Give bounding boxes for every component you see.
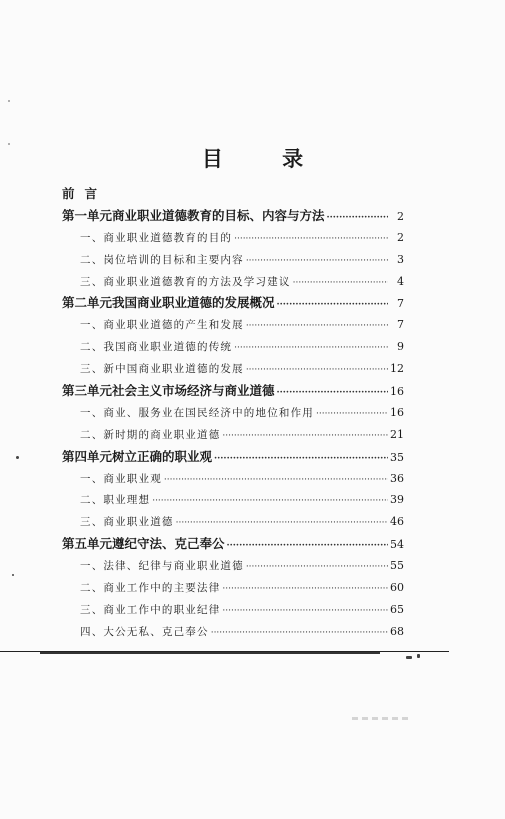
toc-page-number: 4 — [397, 274, 404, 288]
toc-item[interactable] — [62, 314, 404, 336]
toc-page-number: 54 — [390, 538, 404, 552]
toc-unit-title: 树立正确的职业观 — [112, 448, 213, 464]
toc-unit-1[interactable] — [62, 205, 404, 227]
scan-faint-marks — [352, 717, 410, 720]
toc-unit-4[interactable] — [62, 446, 404, 468]
toc-item[interactable] — [62, 577, 404, 599]
toc-item-title: 四、大公无私、克己奉公 — [80, 625, 209, 638]
toc-page-number: 39 — [390, 493, 404, 507]
toc-item[interactable] — [62, 271, 404, 293]
toc-item[interactable] — [62, 402, 404, 424]
toc-item-title: 二、岗位培训的目标和主要内容 — [80, 253, 244, 266]
toc-page-number: 3 — [397, 252, 404, 266]
page-title: 目 录 — [201, 147, 330, 171]
toc-page-number: 2 — [397, 209, 404, 223]
dot-leader — [176, 513, 388, 535]
scan-speck — [12, 574, 14, 576]
toc-item-title: 一、商业职业道德的产生和发展 — [80, 319, 244, 332]
toc-page-number: 65 — [390, 602, 404, 616]
toc-item[interactable] — [62, 621, 404, 643]
toc-item-title: 三、商业职业道德 — [80, 516, 174, 529]
dot-leader — [222, 601, 388, 623]
dot-leader — [164, 470, 388, 492]
toc-item[interactable] — [62, 599, 404, 621]
toc-preface-label: 前言 — [62, 186, 108, 201]
toc-item[interactable] — [62, 489, 404, 511]
toc-unit-number: 第五单元 — [62, 536, 113, 552]
scan-speck — [406, 656, 412, 659]
dot-leader — [246, 360, 388, 382]
dot-leader — [222, 579, 388, 601]
toc-unit-title: 商业职业道德教育的目标、内容与方法 — [112, 207, 325, 223]
toc-preface[interactable] — [62, 183, 404, 205]
dot-leader — [246, 557, 388, 579]
toc-item-title: 二、新时期的商业职业道德 — [80, 428, 221, 441]
table-of-contents — [62, 183, 404, 643]
toc-page-number: 7 — [397, 318, 404, 332]
toc-item-title: 二、商业工作中的主要法律 — [80, 582, 221, 595]
toc-page-number: 55 — [390, 559, 404, 573]
toc-item[interactable] — [62, 555, 404, 577]
toc-unit-title: 我国商业职业道德的发展概况 — [112, 295, 275, 311]
scan-speck — [8, 100, 10, 102]
toc-item-title: 三、商业工作中的职业纪律 — [80, 603, 221, 616]
toc-unit-title: 遵纪守法、克己奉公 — [112, 536, 225, 552]
toc-page-number: 7 — [397, 297, 404, 311]
toc-item[interactable] — [62, 358, 404, 380]
dot-leader — [316, 404, 388, 426]
toc-page-number: 46 — [390, 515, 404, 529]
toc-item-title: 二、我国商业职业道德的传统 — [80, 341, 233, 354]
toc-page-number: 12 — [390, 362, 404, 376]
toc-page-number: 35 — [390, 450, 404, 464]
toc-page-number: 16 — [390, 385, 404, 399]
toc-page-number: 36 — [390, 471, 404, 485]
toc-page-number: 16 — [390, 405, 404, 419]
toc-item-title: 三、商业职业道德教育的方法及学习建议 — [80, 275, 291, 288]
toc-item-title: 一、商业职业道德教育的目的 — [80, 231, 233, 244]
toc-item[interactable] — [62, 468, 404, 490]
toc-unit-number: 第三单元 — [62, 383, 113, 399]
toc-item-title: 二、职业理想 — [80, 494, 151, 507]
scan-speck — [8, 143, 10, 145]
dot-leader — [234, 338, 388, 360]
toc-unit-number: 第二单元 — [62, 295, 113, 311]
dot-leader — [246, 316, 388, 338]
page-divider-line-thick — [40, 652, 380, 654]
toc-item-title: 一、法律、纪律与商业职业道德 — [80, 560, 244, 573]
toc-unit-2[interactable] — [62, 292, 404, 314]
scan-speck — [417, 654, 420, 658]
toc-page-number: 60 — [390, 581, 404, 595]
toc-page-number: 2 — [397, 230, 404, 244]
dot-leader — [211, 623, 388, 645]
scan-speck — [16, 456, 19, 459]
toc-item[interactable] — [62, 227, 404, 249]
toc-item-title: 三、新中国商业职业道德的发展 — [80, 363, 244, 376]
toc-page-number: 9 — [397, 340, 404, 354]
toc-item[interactable] — [62, 424, 404, 446]
toc-unit-title: 社会主义市场经济与商业道德 — [112, 383, 275, 399]
toc-item[interactable] — [62, 336, 404, 358]
toc-page-number: 68 — [390, 624, 404, 638]
toc-item-title: 一、商业、服务业在国民经济中的地位和作用 — [80, 406, 314, 419]
dot-leader — [246, 251, 388, 273]
toc-item-title: 一、商业职业观 — [80, 472, 162, 485]
dot-leader — [222, 426, 388, 448]
toc-page-number: 21 — [390, 427, 404, 441]
toc-unit-3[interactable] — [62, 380, 404, 402]
toc-unit-5[interactable] — [62, 533, 404, 555]
toc-item[interactable] — [62, 249, 404, 271]
toc-item[interactable] — [62, 511, 404, 533]
dot-leader — [152, 491, 388, 513]
toc-unit-number: 第四单元 — [62, 448, 113, 464]
dot-leader — [234, 229, 388, 251]
dot-leader — [293, 273, 388, 295]
toc-unit-number: 第一单元 — [62, 207, 113, 223]
